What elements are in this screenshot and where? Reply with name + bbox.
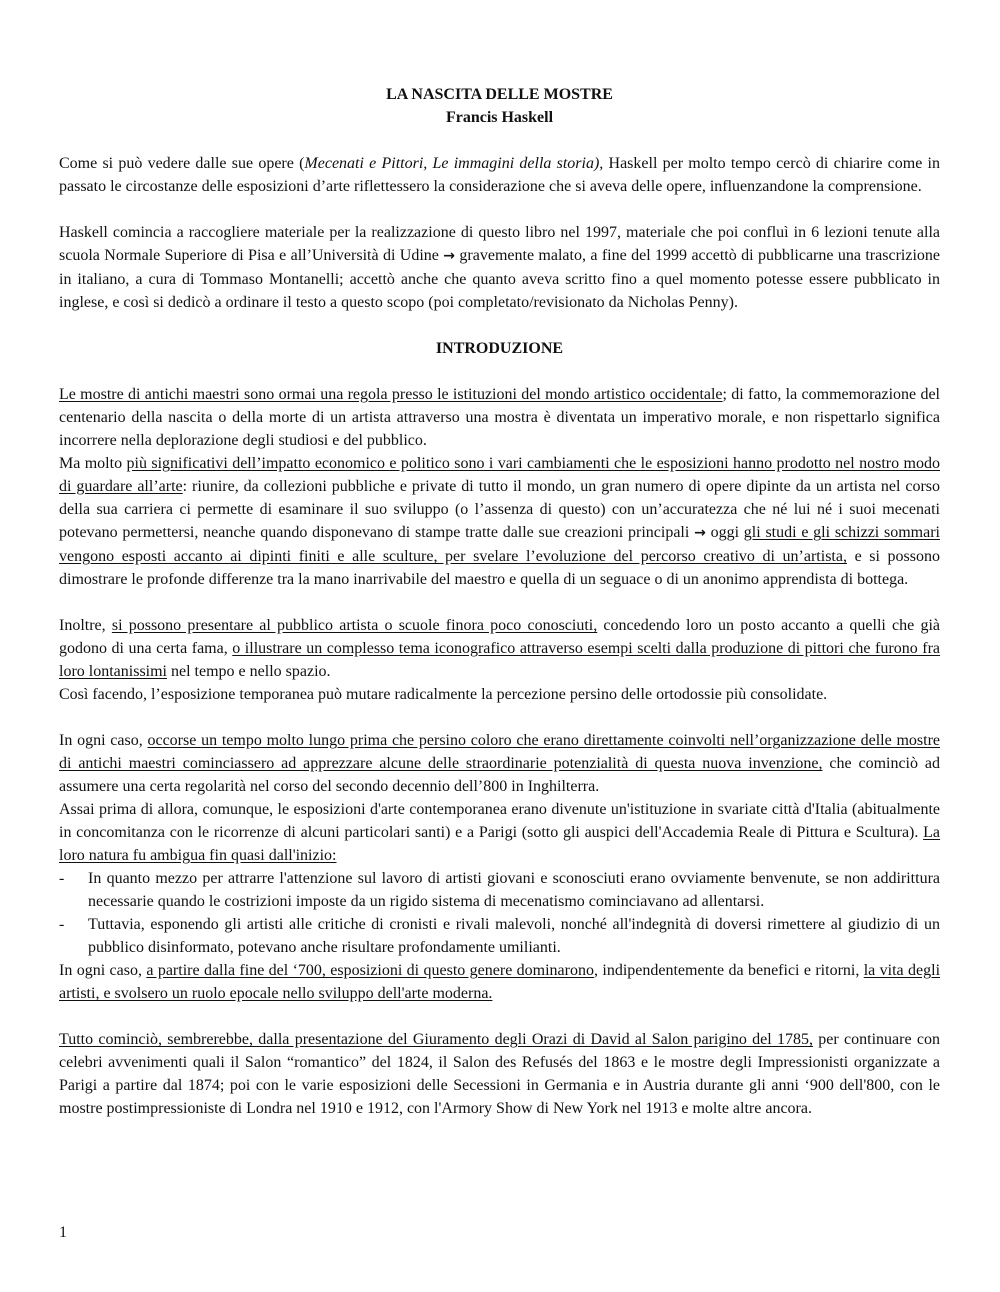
page-number: 1 <box>59 1224 67 1241</box>
underlined-text: gli studi e gli schizzi sommari vengono esposti accanto ai dipinti finiti e alle sculture, per svelare l’evoluzione del percorso creativo di un’artista, <box>59 524 940 565</box>
bullet-list <box>59 867 940 959</box>
spacer <box>59 591 940 614</box>
italic-book-titles: Mecenati e Pittori, Le immagini della storia), <box>304 155 604 172</box>
list-bullet: - <box>59 916 65 933</box>
right-arrow-icon: → <box>443 248 456 264</box>
paragraph-intro-2: Haskell comincia a raccogliere materiale per la realizzazione di questo libro nel 1997, materiale che poi confluì in 6 lezioni tenute alla scuola Normale Superiore di Pisa e all’Università di Udine → gravemente malato, a fine del 1999 accettò di pubblicarne una trascrizione in italiano, a cura di Tommaso Montanelli; accettò anche che quanto aveva scritto fino a quel momento potesse essere pubblicato in inglese, e così si dedicò a ordinare il testo a questo scopo (poi completato/revisionato da Nicholas Penny). <box>59 224 940 311</box>
section-heading: INTRODUZIONE <box>435 340 564 357</box>
spacer <box>59 198 940 221</box>
document-author: Francis Haskell <box>445 109 554 126</box>
list-item: - In quanto mezzo per attrarre l'attenzione sul lavoro di artisti giovani e sconosciuti erano ovviamente benvenute, se non addirittura necessarie quando le costrizioni imposte da un rigido sistema di mecenatismo cominciavano ad allentarsi. <box>59 867 940 913</box>
paragraph-6: Assai prima di allora, comunque, le esposizioni d'arte contemporanea erano divenute un'istituzione in svariate città d'Italia (abitualmente in concomitanza con le ricorrenze di alcuni particolari santi) e a Parigi (sotto gli auspici dell'Accademia Reale di Pittura e Scultura). La loro natura fu ambigua fin quasi dall'inizio: <box>59 801 940 864</box>
spacer <box>59 129 940 152</box>
paragraph-2: Ma molto più significativi dell’impatto economico e politico sono i vari cambiamenti che le esposizioni hanno prodotto nel nostro modo di guardare all’arte: riunire, da collezioni pubbliche e private di tutto il mondo, un gran numero di opere dipinte da un artista nel corso della sua carriera ci permette di esaminare il suo sviluppo (o l’assenza di questo) con un’accuratezza che né lui né i suoi mecenati potevano permettersi, neanche quando disponevano di stampe tratte dalle sue creazioni principali → oggi gli studi e gli schizzi sommari vengono esposti accanto ai dipinti finiti e alle sculture, per svelare l’evoluzione del percorso creativo di un’artista, e si possono dimostrare le profonde differenze tra la mano inarrivabile del maestro e quella di un seguace o di un anonimo apprendista di bottega. <box>59 455 941 588</box>
list-item: - Tuttavia, esponendo gli artisti alle critiche di cronisti e rivali malevoli, nonché all'indegnità di doversi rimettere al giudizio di un pubblico disinformato, potevano anche risultare profondamente umilianti. <box>59 913 940 959</box>
underlined-text: più significativi dell’impatto economico e politico sono i vari cambiamenti che le esposizioni hanno prodotto nel nostro modo di guardare all’arte <box>59 455 940 495</box>
spacer <box>59 706 940 729</box>
underlined-text: si possono presentare al pubblico artista o scuole finora poco conosciuti, <box>111 617 598 634</box>
underlined-text: La loro natura fu ambigua fin quasi dall'inizio: <box>59 824 940 864</box>
paragraph-8: Tutto cominciò, sembrerebbe, dalla presentazione del Giuramento degli Orazi di David al Salon parigino del 1785, per continuare con celebri avvenimenti quali il Salon “romantico” del 1824, il Salon des Refusés del 1863 e le mostre degli Impressionisti organizzate a Parigi a partire dal 1874; poi con le varie esposizioni delle Secessioni in Germania e in Austria durante gli anni ‘900 dell'800, con le mostre postimpressioniste di Londra nel 1910 e 1912, con l'Armory Show di New York nel 1913 e molte altre ancora. <box>59 1031 940 1117</box>
spacer <box>59 360 940 383</box>
list-bullet: - <box>59 870 65 887</box>
right-arrow-icon: → <box>694 525 706 541</box>
paragraph-3: Inoltre, si possono presentare al pubblico artista o scuole finora poco conosciuti, concedendo loro un posto accanto a quelli che già godono di una certa fama, o illustrare un complesso tema iconografico attraverso esempi scelti dalla produzione di pittori che furono fra loro lontanissimi nel tempo e nello spazio. <box>59 617 940 680</box>
underlined-text: o illustrare un complesso tema iconografico attraverso esempi scelti dalla produzione di pittori che furono fra loro lontanissimi <box>59 640 940 680</box>
underlined-text: a partire dalla fine del ‘700, esposizioni di questo genere dominarono <box>146 962 594 979</box>
document-body <box>59 83 940 1120</box>
underlined-text: Tutto cominciò, sembrerebbe, dalla presentazione del Giuramento degli Orazi di David al Salon parigino del 1785, <box>59 1031 813 1048</box>
paragraph-7: In ogni caso, a partire dalla fine del ‘700, esposizioni di questo genere dominarono, indipendentemente da benefici e ritorni, la vita degli artisti, e svolsero un ruolo epocale nello sviluppo dell'arte moderna. <box>59 962 941 1002</box>
spacer <box>59 314 940 337</box>
underlined-text: Le mostre di antichi maestri sono ormai una regola presso le istituzioni del mondo artistico occidentale <box>59 386 723 403</box>
paragraph-4: Così facendo, l’esposizione temporanea può mutare radicalmente la percezione persino delle ortodossie più consolidate. <box>59 686 828 703</box>
paragraph-1: Le mostre di antichi maestri sono ormai una regola presso le istituzioni del mondo artistico occidentale; di fatto, la commemorazione del centenario della nascita o della morte di un artista attraverso una mostra è diventata un imperativo morale, e non rispettarlo significa incorrere nella deplorazione degli studiosi e del pubblico. <box>59 386 941 449</box>
paragraph-5: In ogni caso, occorse un tempo molto lungo prima che persino coloro che erano direttamente coinvolti nell’organizzazione delle mostre di antichi maestri cominciassero ad apprezzare alcune delle straordinarie potenzialità di questa nuova invenzione, che cominciò ad assumere una certa regolarità nel corso del secondo decennio dell’800 in Inghilterra. <box>59 732 940 795</box>
spacer <box>59 1005 940 1028</box>
document-title: LA NASCITA DELLE MOSTRE <box>386 86 613 103</box>
underlined-text: occorse un tempo molto lungo prima che persino coloro che erano direttamente coinvolti nell’organizzazione delle mostre di antichi maestri cominciassero ad apprezzare alcune delle straordinarie potenzialità di questa nuova invenzione, <box>59 732 940 772</box>
underlined-text: la vita degli artisti, e svolsero un ruolo epocale nello sviluppo dell'arte moderna. <box>59 962 941 1002</box>
paragraph-intro-1: Come si può vedere dalle sue opere (Mecenati e Pittori, Le immagini della storia), Haskell per molto tempo cercò di chiarire come in passato le circostanze delle esposizioni d’arte riflettessero la considerazione che si aveva delle opere, influenzandone la comprensione. <box>59 155 941 195</box>
